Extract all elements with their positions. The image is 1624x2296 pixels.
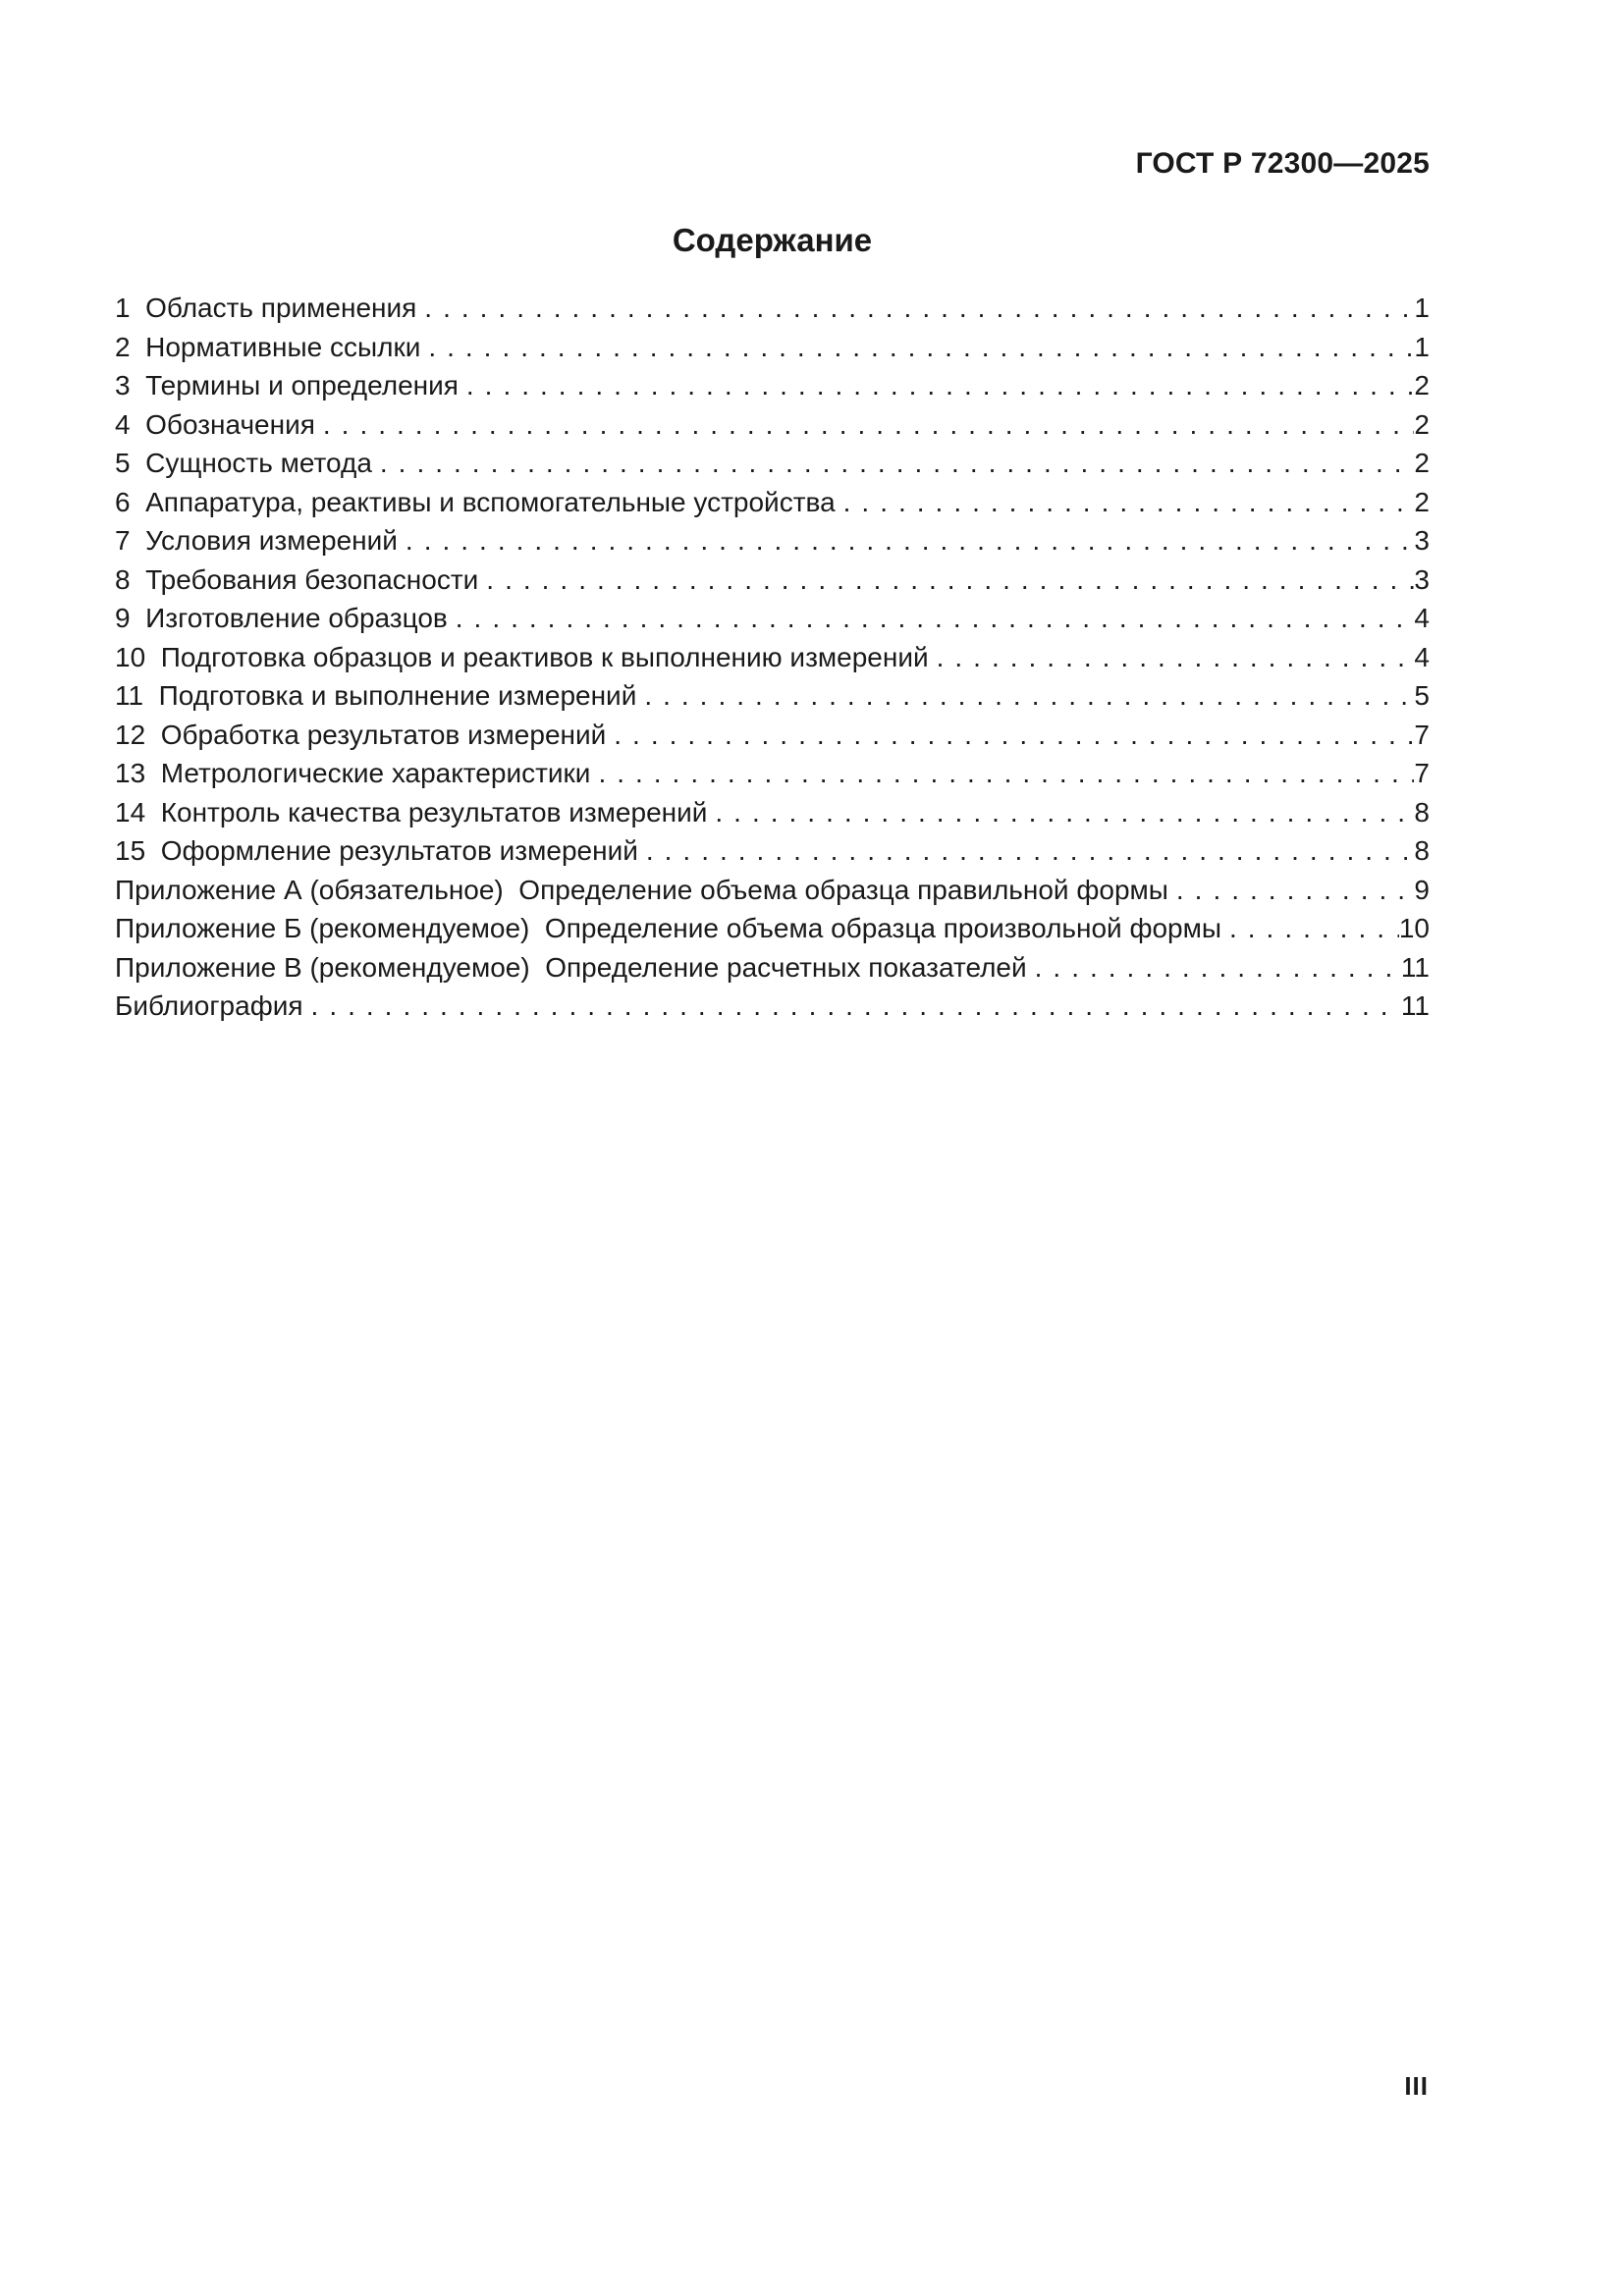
toc-entry (115, 328, 1430, 367)
toc-dot-leader (456, 599, 1415, 638)
toc-entry-page: 10 (1398, 913, 1430, 943)
toc-entry-page: 3 (1414, 525, 1430, 556)
toc-entry (115, 366, 1430, 405)
toc-entry (115, 444, 1430, 483)
toc-entry-label: 1 Область применения (115, 293, 417, 323)
toc-entry (115, 676, 1430, 716)
toc-dot-leader (311, 987, 1401, 1026)
toc-dot-leader (1176, 871, 1415, 910)
table-of-contents (115, 289, 1430, 1026)
toc-entry-page: 7 (1414, 719, 1430, 750)
toc-entry (115, 987, 1430, 1026)
toc-entry-label: 3 Термины и определения (115, 370, 459, 400)
toc-entry-label: 6 Аппаратура, реактивы и вспомогательные устройства (115, 486, 836, 517)
toc-dot-leader (937, 638, 1415, 677)
toc-entry-label: 13 Метрологические характеристики (115, 758, 591, 788)
toc-entry-page: 1 (1414, 331, 1430, 362)
page-title: Содержание (672, 222, 873, 258)
toc-entry (115, 638, 1430, 677)
toc-entry (115, 483, 1430, 522)
toc-entry-label: 12 Обработка результатов измерений (115, 719, 607, 750)
toc-dot-leader (466, 366, 1415, 405)
toc-dot-leader (1035, 948, 1401, 988)
toc-entry-label: 7 Условия измерений (115, 525, 398, 556)
toc-entry-page: 11 (1400, 951, 1430, 983)
toc-dot-leader (646, 831, 1415, 871)
toc-entry-page: 9 (1414, 874, 1430, 905)
toc-entry-page: 7 (1414, 758, 1430, 788)
toc-entry (115, 909, 1430, 948)
toc-entry (115, 405, 1430, 445)
toc-dot-leader (843, 483, 1415, 522)
toc-dot-leader (598, 754, 1414, 793)
toc-dot-leader (486, 561, 1414, 600)
toc-entry (115, 831, 1430, 871)
toc-entry-page: 8 (1414, 796, 1430, 828)
toc-entry-label: 14 Контроль качества результатов измерений (115, 796, 708, 828)
toc-entry-label: Библиография (115, 990, 303, 1021)
toc-entry-label: 5 Сущность метода (115, 448, 372, 478)
toc-entry (115, 561, 1430, 600)
toc-entry-page: 3 (1414, 563, 1430, 595)
toc-entry (115, 754, 1430, 793)
toc-entry-label: 9 Изготовление образцов (115, 603, 448, 633)
toc-entry (115, 871, 1430, 910)
toc-entry-page: 11 (1400, 990, 1430, 1021)
toc-entry (115, 793, 1430, 832)
toc-entry-page: 2 (1414, 448, 1430, 478)
toc-entry (115, 521, 1430, 561)
toc-dot-leader (715, 793, 1414, 832)
page-folio-number: III (1404, 2071, 1429, 2101)
toc-entry-page: 2 (1414, 370, 1430, 400)
toc-entry-page: 4 (1414, 641, 1430, 672)
toc-entry-label: 4 Обозначения (115, 408, 315, 440)
toc-dot-leader (644, 676, 1414, 716)
toc-entry-label: Приложение Б (рекомендуемое) Определение объема образца произвольной формы (115, 913, 1221, 943)
toc-entry-label: 8 Требования безопасности (115, 563, 479, 595)
toc-entry-page: 8 (1414, 835, 1430, 866)
toc-entry-page: 2 (1414, 408, 1430, 440)
document-code: ГОСТ Р 72300—2025 (1135, 147, 1430, 180)
toc-entry-page: 1 (1414, 293, 1430, 323)
toc-entry-page: 5 (1414, 680, 1430, 711)
toc-dot-leader (380, 444, 1415, 483)
toc-entry (115, 289, 1430, 328)
toc-dot-leader (424, 289, 1414, 328)
toc-entry-label: Приложение А (обязательное) Определение объема образца правильной формы (115, 874, 1168, 905)
toc-entry-label: 11 Подготовка и выполнение измерений (115, 680, 637, 711)
toc-dot-leader (428, 328, 1414, 367)
toc-dot-leader (614, 716, 1414, 755)
toc-entry-label: 15 Оформление результатов измерений (115, 835, 638, 866)
toc-entry (115, 599, 1430, 638)
toc-entry-label: Приложение В (рекомендуемое) Определение расчетных показателей (115, 951, 1027, 983)
toc-entry-page: 4 (1414, 603, 1430, 633)
toc-dot-leader (1229, 909, 1399, 948)
toc-entry-label: 10 Подготовка образцов и реактивов к выполнению измерений (115, 641, 929, 672)
toc-entry-page: 2 (1414, 486, 1430, 517)
toc-entry (115, 948, 1430, 988)
toc-dot-leader (406, 521, 1415, 561)
toc-dot-leader (323, 405, 1415, 445)
toc-entry-label: 2 Нормативные ссылки (115, 331, 421, 362)
toc-entry (115, 716, 1430, 755)
